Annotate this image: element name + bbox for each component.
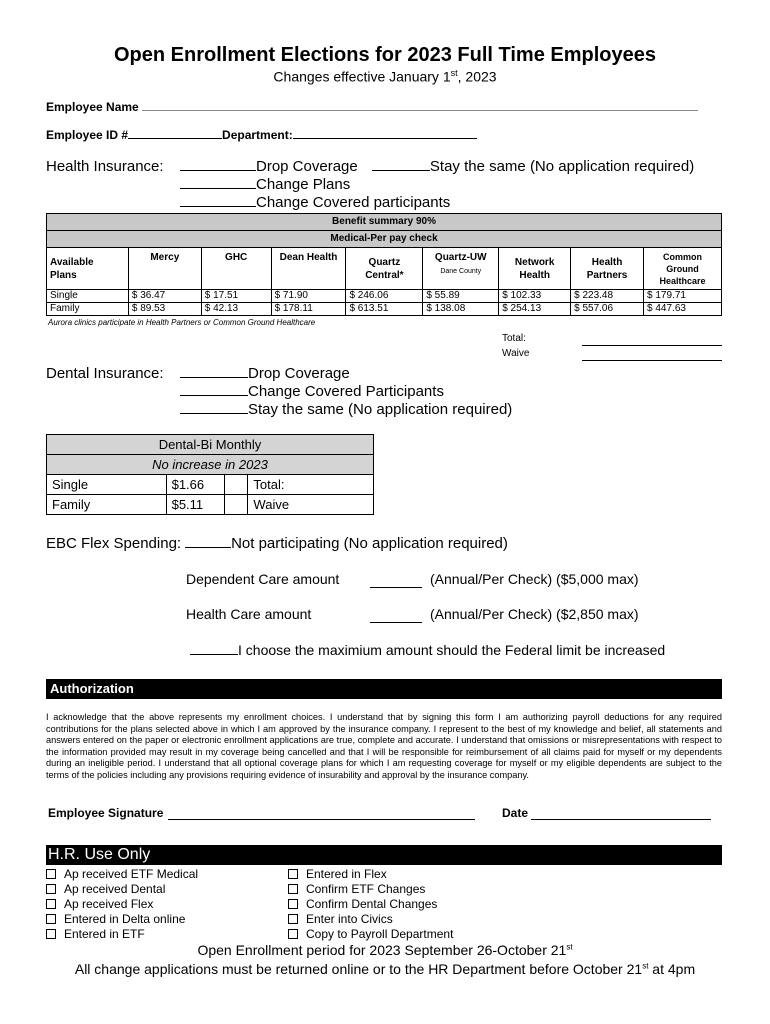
checkbox-icon[interactable] <box>46 914 56 924</box>
max-amount-field[interactable] <box>190 654 238 655</box>
dental-option-same: Stay the same (No application required) <box>180 401 512 418</box>
hr-checkbox-item[interactable]: Ap received Dental <box>46 882 198 897</box>
col-ghc: GHC <box>201 248 271 290</box>
health-care-field[interactable] <box>370 622 422 623</box>
cell-single-mercy: $ 36.47 <box>128 290 201 303</box>
employee-name-row <box>46 100 698 114</box>
checkbox-icon[interactable] <box>288 929 298 939</box>
employee-signature-label: Employee Signature <box>48 806 164 820</box>
health-option-change-participants: Change Covered participants <box>180 194 450 211</box>
dental-family-label: Family <box>47 495 167 515</box>
table-row <box>47 475 374 495</box>
dental-insurance-label: Dental Insurance: <box>46 365 164 382</box>
checkbox-icon[interactable] <box>288 884 298 894</box>
hr-checkbox-item[interactable]: Ap received Flex <box>46 897 198 912</box>
employee-id-row <box>46 128 477 142</box>
hr-checkbox-item[interactable]: Confirm ETF Changes <box>288 882 453 897</box>
col-quartz-uw: Quartz-UW Dane County <box>423 248 499 290</box>
hr-use-heading: H.R. Use Only <box>48 846 151 863</box>
cell-single-network: $ 102.33 <box>499 290 571 303</box>
dental-rates-table <box>46 434 374 515</box>
return-deadline-note: All change applications must be returned online or to the HR Department before October 21st at 4pm <box>74 961 696 977</box>
dental-table-title: Dental-Bi Monthly <box>47 435 374 455</box>
total-label: Total: <box>502 333 526 344</box>
max-amount-row: I choose the maximium amount should the Federal limit be increased <box>190 642 665 658</box>
dental-drop-field[interactable] <box>180 377 248 378</box>
col-mercy: Mercy <box>128 248 201 290</box>
hr-checkbox-item[interactable]: Ap received ETF Medical <box>46 867 198 882</box>
dental-total-label: Total: <box>248 475 374 495</box>
enrollment-period-note: Open Enrollment period for 2023 September 26-October 21st <box>197 942 573 958</box>
employee-name-field[interactable] <box>142 110 698 111</box>
cell-family-quartz-uw: $ 138.08 <box>423 303 499 316</box>
authorization-text: I acknowledge that the above represents my enrollment choices. I understand that by signing this form I am authorizing payroll deductions for any required contributions for the plans selected above in which I am approved by the insurance company. I represent to the best of my knowledge and belief, all statements and answers entered on the paper or electronic enrollment applications are true, complete and accurate. I understand that omissions or misrepresentations with respect to the information provided may result in my coverage being cancelled and that I will be responsible for reimbursement of all claims paid for myself or my dependents during an ineligible period. I understand that all optional coverage plans for which I am requesting coverage for myself or my eligible dependents are subject to the terms of the policies including any provisions requiring evidence of insurability and approval by the insurance company. <box>46 712 722 780</box>
employee-id-label: Employee ID # <box>46 128 129 142</box>
date-label: Date <box>502 806 529 820</box>
total-field[interactable] <box>582 345 722 346</box>
hr-checkbox-item[interactable]: Entered in Delta online <box>46 912 198 927</box>
medical-header-row <box>47 248 722 290</box>
medical-footnote: Aurora clinics participate in Health Partners or Common Ground Healthcare <box>48 318 316 327</box>
authorization-heading: Authorization <box>50 681 134 696</box>
cell-single-quartz: $ 246.06 <box>346 290 423 303</box>
date-field[interactable] <box>531 819 711 820</box>
cell-family-network: $ 254.13 <box>499 303 571 316</box>
dental-option-change: Change Covered Participants <box>180 383 444 400</box>
flex-spending-row: EBC Flex Spending: Not participating (No application required) <box>46 535 508 552</box>
dental-waive-label: Waive <box>248 495 374 515</box>
health-option-change-plans: Change Plans <box>180 176 350 193</box>
hr-checkbox-item[interactable]: Enter into Civics <box>288 912 453 927</box>
department-field[interactable] <box>293 138 477 139</box>
hr-checkbox-item[interactable]: Copy to Payroll Department <box>288 927 453 942</box>
table-row <box>47 290 722 303</box>
dental-single-value: $1.66 <box>166 475 224 495</box>
dental-family-check[interactable] <box>224 495 248 515</box>
page-title: Open Enrollment Elections for 2023 Full Time Employees <box>113 44 656 66</box>
authorization-bar <box>46 679 722 699</box>
hr-right-list <box>288 867 453 942</box>
health-care-note: (Annual/Per Check) ($2,850 max) <box>430 606 639 622</box>
dependent-care-field[interactable] <box>370 587 422 588</box>
health-same-field[interactable] <box>372 170 430 171</box>
row-label-single: Single <box>47 290 129 303</box>
col-network-health: Network Health <box>499 248 571 290</box>
cell-single-health-partners: $ 223.48 <box>571 290 644 303</box>
medical-per-pay-heading: Medical-Per pay check <box>47 231 722 248</box>
dental-single-check[interactable] <box>224 475 248 495</box>
hr-checkbox-item[interactable]: Entered in Flex <box>288 867 453 882</box>
medical-rates-table <box>46 213 722 316</box>
department-label: Department: <box>222 128 293 142</box>
cell-family-health-partners: $ 557.06 <box>571 303 644 316</box>
health-drop-field[interactable] <box>180 170 256 171</box>
flex-not-participating-field[interactable] <box>185 547 231 548</box>
row-label-family: Family <box>47 303 129 316</box>
dental-option-drop: Drop Coverage <box>180 365 350 382</box>
health-change-plans-field[interactable] <box>180 188 256 189</box>
dental-family-value: $5.11 <box>166 495 224 515</box>
health-care-label: Health Care amount <box>186 606 312 622</box>
dependent-care-note: (Annual/Per Check) ($5,000 max) <box>430 571 639 587</box>
waive-field[interactable] <box>582 360 722 361</box>
dental-same-field[interactable] <box>180 413 248 414</box>
hr-left-list <box>46 867 198 942</box>
cell-single-common-ground: $ 179.71 <box>644 290 722 303</box>
employee-signature-field[interactable] <box>168 819 475 820</box>
dependent-care-label: Dependent Care amount <box>186 571 340 587</box>
hr-use-bar <box>46 845 722 865</box>
checkbox-icon[interactable] <box>46 899 56 909</box>
benefit-summary-heading: Benefit summary 90% <box>47 214 722 231</box>
checkbox-icon[interactable] <box>46 929 56 939</box>
table-row <box>47 303 722 316</box>
cell-family-quartz: $ 613.51 <box>346 303 423 316</box>
cell-family-common-ground: $ 447.63 <box>644 303 722 316</box>
cell-single-dean: $ 71.90 <box>271 290 346 303</box>
cell-single-quartz-uw: $ 55.89 <box>423 290 499 303</box>
col-available-plans: Available Plans <box>47 248 129 290</box>
waive-label: Waive <box>502 348 530 359</box>
checkbox-icon[interactable] <box>46 869 56 879</box>
cell-single-ghc: $ 17.51 <box>201 290 271 303</box>
checkbox-icon[interactable] <box>46 884 56 894</box>
hr-checkbox-item[interactable]: Confirm Dental Changes <box>288 897 453 912</box>
checkbox-icon[interactable] <box>288 899 298 909</box>
page-subtitle: Changes effective January 1st, 2023 <box>273 68 497 85</box>
cell-family-ghc: $ 42.13 <box>201 303 271 316</box>
checkbox-icon[interactable] <box>288 914 298 924</box>
col-health-partners: Health Partners <box>571 248 644 290</box>
employee-name-label: Employee Name <box>46 100 139 114</box>
table-row <box>47 495 374 515</box>
col-common-ground: Common Ground Healthcare <box>644 248 722 290</box>
dental-change-field[interactable] <box>180 395 248 396</box>
health-option-drop: Drop Coverage Stay the same (No application required) <box>180 158 694 175</box>
employee-id-field[interactable] <box>128 138 222 139</box>
dental-table-subtitle: No increase in 2023 <box>47 455 374 475</box>
flex-spending-label: EBC Flex Spending: <box>46 535 182 552</box>
col-quartz-central: Quartz Central* <box>346 248 423 290</box>
col-dean-health: Dean Health <box>271 248 346 290</box>
hr-checkbox-item[interactable]: Entered in ETF <box>46 927 198 942</box>
health-insurance-label: Health Insurance: <box>46 158 164 175</box>
cell-family-mercy: $ 89.53 <box>128 303 201 316</box>
dental-single-label: Single <box>47 475 167 495</box>
health-change-participants-field[interactable] <box>180 206 256 207</box>
checkbox-icon[interactable] <box>288 869 298 879</box>
cell-family-dean: $ 178.11 <box>271 303 346 316</box>
